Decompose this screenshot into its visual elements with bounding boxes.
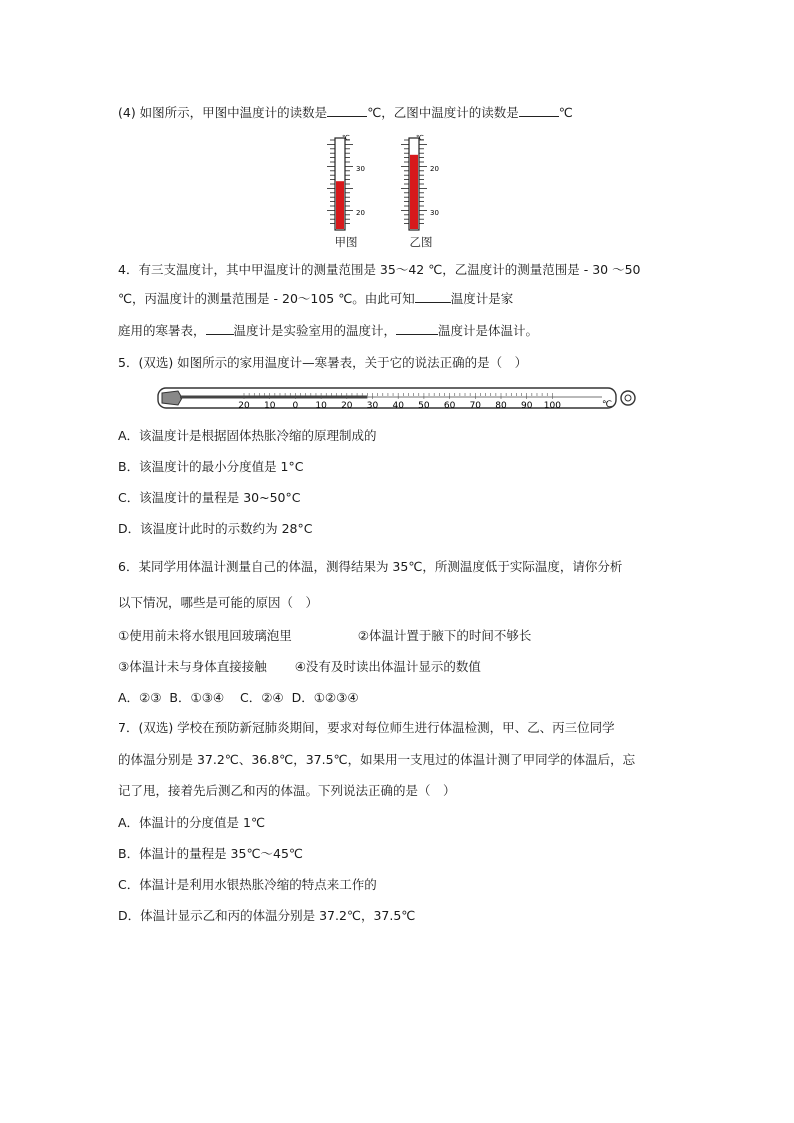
scale-label: 80 xyxy=(495,401,507,411)
q6-options: A．②③ B．①③④ C．②④ D．①②③④ xyxy=(118,690,359,705)
scale-label: 70 xyxy=(469,401,482,411)
answer-blank-1[interactable] xyxy=(415,290,451,303)
q6-line-2: 以下情况，哪些是可能的原因（ ） xyxy=(118,595,319,610)
room-thermometer-figure xyxy=(156,384,638,412)
scale-label: 10 xyxy=(315,401,327,411)
q6-items-row-2 xyxy=(118,658,481,676)
answer-blank-2[interactable] xyxy=(206,322,234,335)
q6-line-1: 6．某同学用体温计测量自己的体温，测得结果为 35℃，所测温度低于实际温度，请你分析 xyxy=(118,559,623,574)
q5-option-a: A．该温度计是根据固体热胀冷缩的原理制成的 xyxy=(118,428,377,443)
q6-item-1: ①使用前未将水银甩回玻璃泡里 xyxy=(118,628,292,643)
scale-unit: ℃ xyxy=(602,400,613,410)
thermometer-bulb xyxy=(162,391,182,405)
scale-label: 20 xyxy=(341,401,353,411)
q7-line-3: 记了甩，接着先后测乙和丙的体温。下列说法正确的是（ ） xyxy=(118,783,456,798)
q7-line-2: 的体温分别是 37.2℃、36.8℃，37.5℃，如果用一支甩过的体温计测了甲同学的体温后，忘 xyxy=(118,752,636,767)
unit-label: ℃ xyxy=(342,134,350,142)
tick-label-bottom: 20 xyxy=(356,209,365,217)
thermometer-figure xyxy=(318,130,448,238)
q7-option-b: B．体温计的量程是 35℃～45℃ xyxy=(118,846,303,861)
figure-label-jia: 甲图 xyxy=(334,235,358,249)
q6-item-2: ②体温计置于腋下的时间不够长 xyxy=(357,628,532,643)
scale-label: 20 xyxy=(238,401,250,411)
scale-label: 60 xyxy=(443,401,456,411)
scale-label: 40 xyxy=(392,401,404,411)
answer-blank-jia[interactable] xyxy=(327,104,367,117)
scale-label: 30 xyxy=(366,401,379,411)
thermometer-jia xyxy=(327,134,365,230)
q4-line-2: ℃，丙温度计的测量范围是 ‑ 20～105 ℃。由此可知 温度计是家 xyxy=(118,291,514,306)
q4-line-1: 4．有三支温度计，其中甲温度计的测量范围是 35～42 ℃，乙温度计的测量范围是 ‑ 30 ～50 xyxy=(118,262,641,277)
q5-option-d: D．该温度计此时的示数约为 28°C xyxy=(118,521,313,536)
q5-stem: 5．(双选) 如图所示的家用温度计—寒暑表，关于它的说法正确的是（ ） xyxy=(118,355,528,370)
hanging-ring-inner xyxy=(625,395,631,401)
unit-label: ℃ xyxy=(416,134,424,142)
q6-item-4: ④没有及时读出体温计显示的数值 xyxy=(294,659,481,674)
figure-label-yi: 乙图 xyxy=(409,235,433,249)
hanging-ring xyxy=(621,391,635,405)
scale-label: 90 xyxy=(520,401,533,411)
q7-option-d: D．体温计显示乙和丙的体温分别是 37.2℃，37.5℃ xyxy=(118,908,416,923)
scale-label: 10 xyxy=(263,401,276,411)
q7-line-1: 7．(双选) 学校在预防新冠肺炎期间，要求对每位师生进行体温检测，甲、乙、丙三位同学 xyxy=(118,720,615,735)
liquid-column xyxy=(410,155,418,229)
answer-blank-3[interactable] xyxy=(396,322,438,335)
scale-label: 0 xyxy=(292,401,299,411)
q7-option-a: A．体温计的分度值是 1℃ xyxy=(118,815,266,830)
tick-label-top: 20 xyxy=(430,165,439,173)
tick-label-bottom: 30 xyxy=(430,209,439,217)
liquid-column xyxy=(336,181,344,229)
scale-label: 50 xyxy=(418,401,430,411)
tick-label-top: 30 xyxy=(356,165,365,173)
q7-option-c: C．体温计是利用水银热胀冷缩的特点来工作的 xyxy=(118,877,377,892)
answer-blank-yi[interactable] xyxy=(519,104,559,117)
q5-option-b: B．该温度计的最小分度值是 1°C xyxy=(118,459,304,474)
q6-items-row-1 xyxy=(118,627,531,645)
thermometer-yi xyxy=(401,134,439,230)
q5-option-c: C．该温度计的量程是 30~50°C xyxy=(118,490,301,505)
q6-item-3: ③体温计未与身体直接接触 xyxy=(118,659,267,674)
q4-sub-question: (4) 如图所示，甲图中温度计的读数是 ℃，乙图中温度计的读数是 ℃ xyxy=(118,105,573,120)
q4-line-3: 庭用的寒暑表， 温度计是实验室用的温度计， 温度计是体温计。 xyxy=(118,323,539,338)
scale-label: 100 xyxy=(543,401,561,411)
